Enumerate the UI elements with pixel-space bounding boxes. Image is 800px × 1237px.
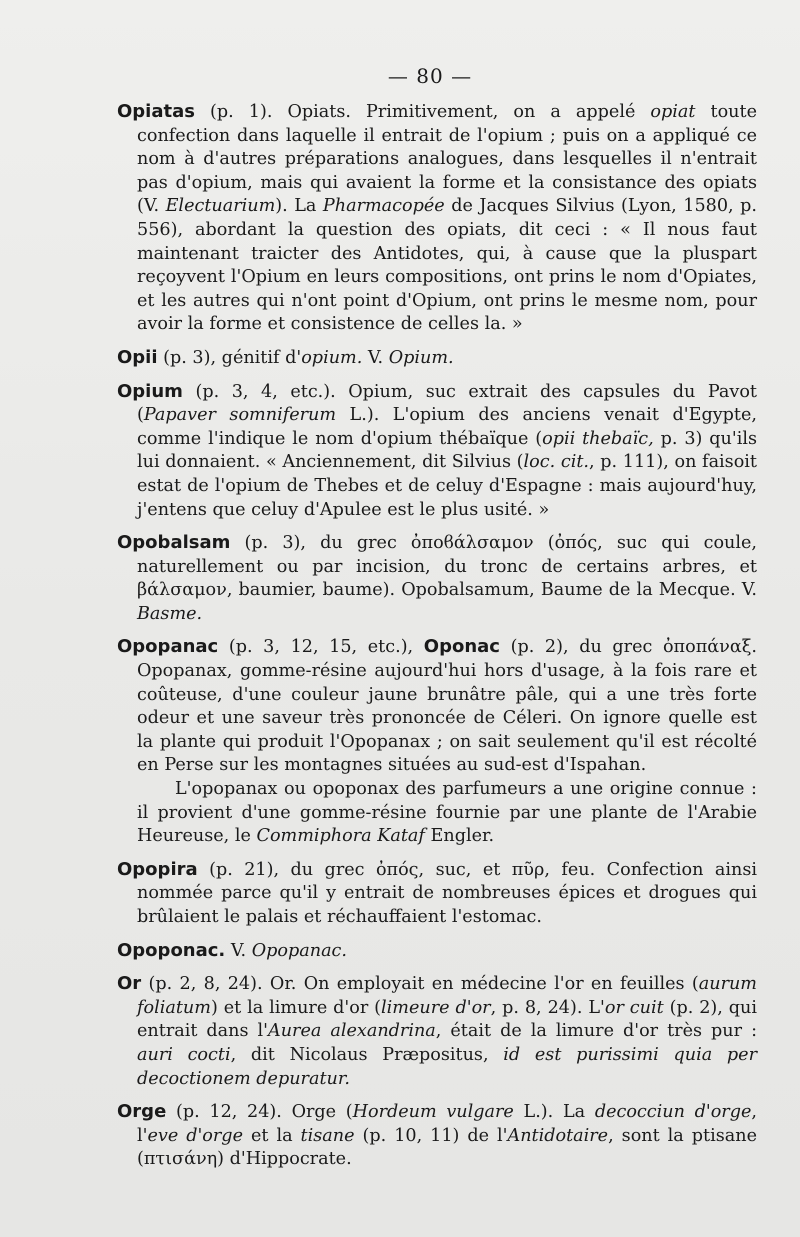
entry-text: (p. 3), génitif d' <box>157 347 302 368</box>
entry-text: (p. 2, 8, 24). Or. On employait en médecine l'or en feuilles ( <box>141 974 699 995</box>
entry-text: L'opopanax ou opoponax des parfumeurs a une origine connue : il provient d'une gomme-résine fournie par une plante de l'Arabie Heureuse, le <box>137 779 757 847</box>
italic-text: loc. cit. <box>523 452 589 473</box>
page-number: — 80 — <box>387 64 473 88</box>
entry-headword: Opoponac. <box>117 939 226 961</box>
dictionary-entry <box>117 346 757 371</box>
italic-text: or cuit <box>604 997 664 1018</box>
entry-text: (p. 3, 4, etc.). Opium, suc extrait des capsules du Pavot ( <box>137 381 757 426</box>
italic-text: Antidotaire <box>507 1125 609 1146</box>
italic-text: eve d'orge <box>147 1125 243 1146</box>
entry-text: ). La <box>275 196 323 217</box>
entry-headword: Oponac <box>423 636 500 658</box>
entry-text: , était de la limure d'or très pur : <box>435 1021 757 1042</box>
entry-paragraph <box>117 972 758 1091</box>
entry-text: , dit Nicolaus Præpositus, <box>230 1044 504 1065</box>
entry-headword: Orge <box>117 1101 167 1123</box>
italic-text: Opium. <box>388 347 454 368</box>
entry-headword: Opii <box>117 346 158 368</box>
dictionary-entry <box>117 858 757 930</box>
entry-headword: Opopira <box>117 858 198 880</box>
italic-text: Hordeum vulgare <box>352 1102 514 1123</box>
entry-headword: Opiatas <box>117 101 195 122</box>
entry-paragraph <box>117 939 757 964</box>
entry-paragraph <box>137 778 757 849</box>
entry-text: (p. 1). Opiats. Primitivement, on a appelé <box>194 102 651 122</box>
entry-text: p. 3) qu'ils lui donnaient. « Anciennement, dit Silvius ( <box>137 428 757 473</box>
italic-text: aurum foliatum <box>137 974 757 1018</box>
entry-text: (p. 3, 12, 15, etc.), <box>218 637 424 658</box>
entry-text: V. <box>225 940 252 961</box>
italic-text: tisane <box>300 1125 355 1146</box>
entry-text: L.). La <box>513 1102 595 1123</box>
italic-text: Basme. <box>137 603 203 624</box>
italic-text: Opopanac. <box>251 940 347 961</box>
dictionary-entry <box>117 380 757 523</box>
italic-text: opium. <box>301 347 363 368</box>
italic-text: id est purissimi quia per decoctionem depuratur. <box>137 1044 757 1089</box>
italic-text: Papaver somniferum <box>143 405 337 426</box>
italic-text: Commiphora Kataf <box>256 826 425 847</box>
entry-text: (p. 10, 11) de l' <box>354 1125 508 1146</box>
entry-paragraph <box>117 100 757 337</box>
dictionary-entries <box>117 100 757 1181</box>
entry-headword: Opium <box>117 380 183 402</box>
italic-text: opiat <box>650 102 696 122</box>
entry-text: (p. 12, 24). Orge ( <box>166 1102 353 1123</box>
italic-text: limeure d'or <box>381 997 491 1018</box>
entry-text: (p. 21), du grec ὀπός, suc, et πῦρ, feu. Confection ainsi nommée parce qu'il y entrait de nombreuses épices et drogues qui brûlaient le palais et réchauffaient l'estomac. <box>137 859 757 927</box>
entry-text: de Jacques Silvius (Lyon, 1580, p. 556), abordant la question des opiats, dit ceci : « Il nous faut maintenant traicter des Antidotes, qui, à cause que la pluspart reçoyvent l'Opium en leurs compositions, ont prins le nom d'Opiates, et les autres qui n'ont point d'Opium, ont prins le mesme nom, pour avoir la forme et consistence de celles la. » <box>137 196 757 335</box>
entry-text: L.). L'opium des anciens venait d'Egypte, comme l'indique le nom d'opium thébaïque ( <box>137 405 757 449</box>
entry-headword: Or <box>117 973 142 995</box>
dictionary-entry <box>117 100 757 337</box>
italic-text: Pharmacopée <box>322 196 445 217</box>
entry-paragraph <box>117 635 758 778</box>
entry-text: Engler. <box>424 826 495 847</box>
entry-text: , p. 111), on faisoit estat de l'opium de Thebes et de celuy d'Espagne : mais aujourd'huy, j'entens que celuy d'Apulee est le plus usité. » <box>137 452 758 520</box>
dictionary-entry <box>117 972 757 1091</box>
entry-text: ) et la limure d'or ( <box>210 997 382 1018</box>
entry-text: , l' <box>137 1102 757 1146</box>
dictionary-entry <box>117 635 757 848</box>
dictionary-entry <box>117 939 757 964</box>
italic-text: decocciun d'orge <box>594 1102 752 1123</box>
entry-paragraph <box>117 346 757 371</box>
entry-paragraph <box>117 858 757 930</box>
dictionary-entry <box>117 531 757 626</box>
entry-text: V. <box>362 347 389 368</box>
italic-text: Aurea alexandrina <box>268 1021 436 1042</box>
entry-headword: Opobalsam <box>117 532 231 554</box>
entry-text: , sont la ptisane (πτισάνη) d'Hippocrate. <box>137 1125 757 1170</box>
entry-paragraph <box>117 1100 757 1172</box>
entry-text: toute confection dans laquelle il entrait de l'opium ; puis on a appliqué ce nom à d'autres préparations analogues, dans lesquelles il n'entrait pas d'opium, mais qui avaient la forme et la consistance des opiats (V. <box>137 102 757 217</box>
dictionary-entry <box>117 1100 757 1172</box>
italic-text: opii thebaïc, <box>542 428 654 449</box>
entry-text: (p. 2), qui entrait dans l' <box>137 997 758 1042</box>
entry-paragraph <box>117 380 758 523</box>
entry-paragraph <box>117 531 757 626</box>
entry-text: (p. 3), du grec ὀποϐάλσαμον (ὀπός, suc qui coule, naturellement ou par incision, du tronc de certains arbres, et βάλσαμον, baumier, baume). Opobalsamum, Baume de la Mecque. V. <box>137 533 757 601</box>
italic-text: auri cocti <box>137 1044 231 1065</box>
entry-text: et la <box>243 1125 301 1146</box>
entry-text: , p. 8, 24). L' <box>490 997 605 1018</box>
entry-text: (p. 2), du grec ὀποπάναξ. Opopanax, gomme-résine aujourd'hui hors d'usage, à la fois rare et coûteuse, d'une couleur jaune brunâtre pâle, qui a une très forte odeur et une saveur très prononcée de Céleri. On ignore quelle est la plante qui produit l'Opopanax ; on sait seulement qu'il est récolté en Perse sur les montagnes situées au sud-est d'Ispahan. <box>137 637 758 776</box>
italic-text: Electuarium <box>165 196 276 217</box>
entry-headword: Opopanac <box>117 636 219 658</box>
